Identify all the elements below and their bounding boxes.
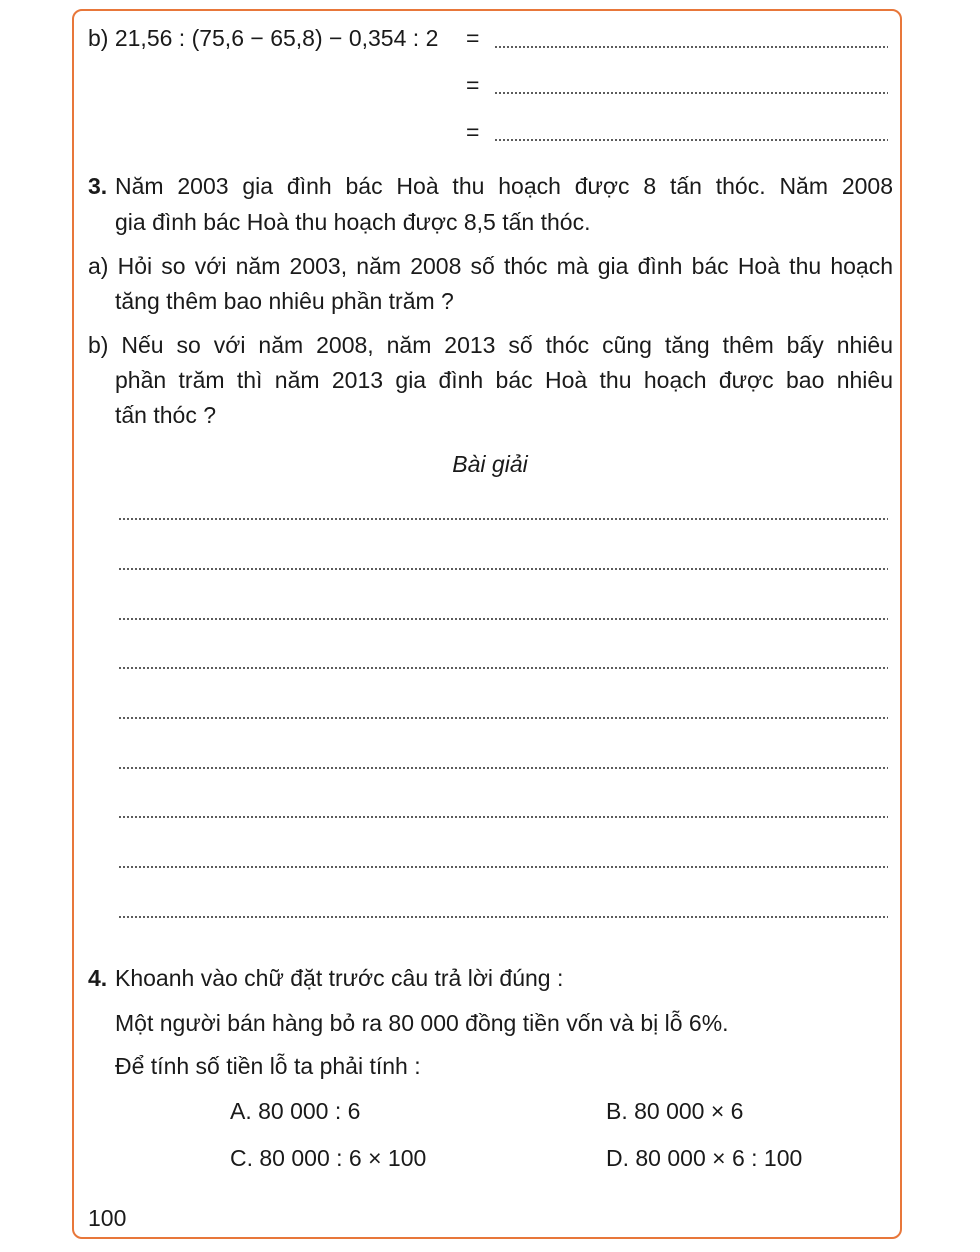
problem-4-instruction: Khoanh vào chữ đặt trước câu trả lời đúng :: [115, 965, 564, 991]
solution-line[interactable]: [118, 667, 888, 669]
problem-3b-line1: b) Nếu so với năm 2008, năm 2013 số thóc cũng tăng thêm bấy nhiêu: [88, 332, 893, 358]
solution-line[interactable]: [118, 866, 888, 868]
problem-3a-line2: tăng thêm bao nhiêu phần trăm ?: [115, 288, 454, 314]
solution-heading: Bài giải: [452, 451, 528, 477]
equals-sign-3: =: [466, 119, 480, 145]
problem-2b-expression: b) 21,56 : (75,6 − 65,8) − 0,354 : 2: [88, 25, 439, 51]
problem-3-text-line2: gia đình bác Hoà thu hoạch được 8,5 tấn thóc.: [115, 209, 591, 235]
problem-4-line1: Một người bán hàng bỏ ra 80 000 đồng tiền vốn và bị lỗ 6%.: [115, 1010, 729, 1036]
answer-line-2b-2[interactable]: [494, 92, 888, 94]
problem-3b-line2: phần trăm thì năm 2013 gia đình bác Hoà thu hoạch được bao nhiêu: [115, 367, 893, 393]
page-number: 100: [88, 1205, 127, 1231]
solution-line[interactable]: [118, 568, 888, 570]
problem-4-number: 4.: [88, 965, 108, 991]
option-d[interactable]: D. 80 000 × 6 : 100: [606, 1145, 803, 1171]
problem-3a-line1: a) Hỏi so với năm 2003, năm 2008 số thóc mà gia đình bác Hoà thu hoạch: [88, 253, 893, 279]
solution-line[interactable]: [118, 916, 888, 918]
answer-line-2b-3[interactable]: [494, 139, 888, 141]
solution-line[interactable]: [118, 518, 888, 520]
option-b[interactable]: B. 80 000 × 6: [606, 1098, 744, 1124]
equals-sign-1: =: [466, 25, 480, 51]
solution-line[interactable]: [118, 816, 888, 818]
solution-line[interactable]: [118, 767, 888, 769]
problem-3-number: 3.: [88, 173, 108, 199]
problem-4-line2: Để tính số tiền lỗ ta phải tính :: [115, 1053, 421, 1079]
equals-sign-2: =: [466, 72, 480, 98]
problem-3b-line3: tấn thóc ?: [115, 402, 217, 428]
answer-line-2b-1[interactable]: [494, 46, 888, 48]
option-c[interactable]: C. 80 000 : 6 × 100: [230, 1145, 427, 1171]
solution-line[interactable]: [118, 618, 888, 620]
solution-line[interactable]: [118, 717, 888, 719]
option-a[interactable]: A. 80 000 : 6: [230, 1098, 361, 1124]
problem-3-text-line1: Năm 2003 gia đình bác Hoà thu hoạch được 8 tấn thóc. Năm 2008: [115, 173, 893, 199]
